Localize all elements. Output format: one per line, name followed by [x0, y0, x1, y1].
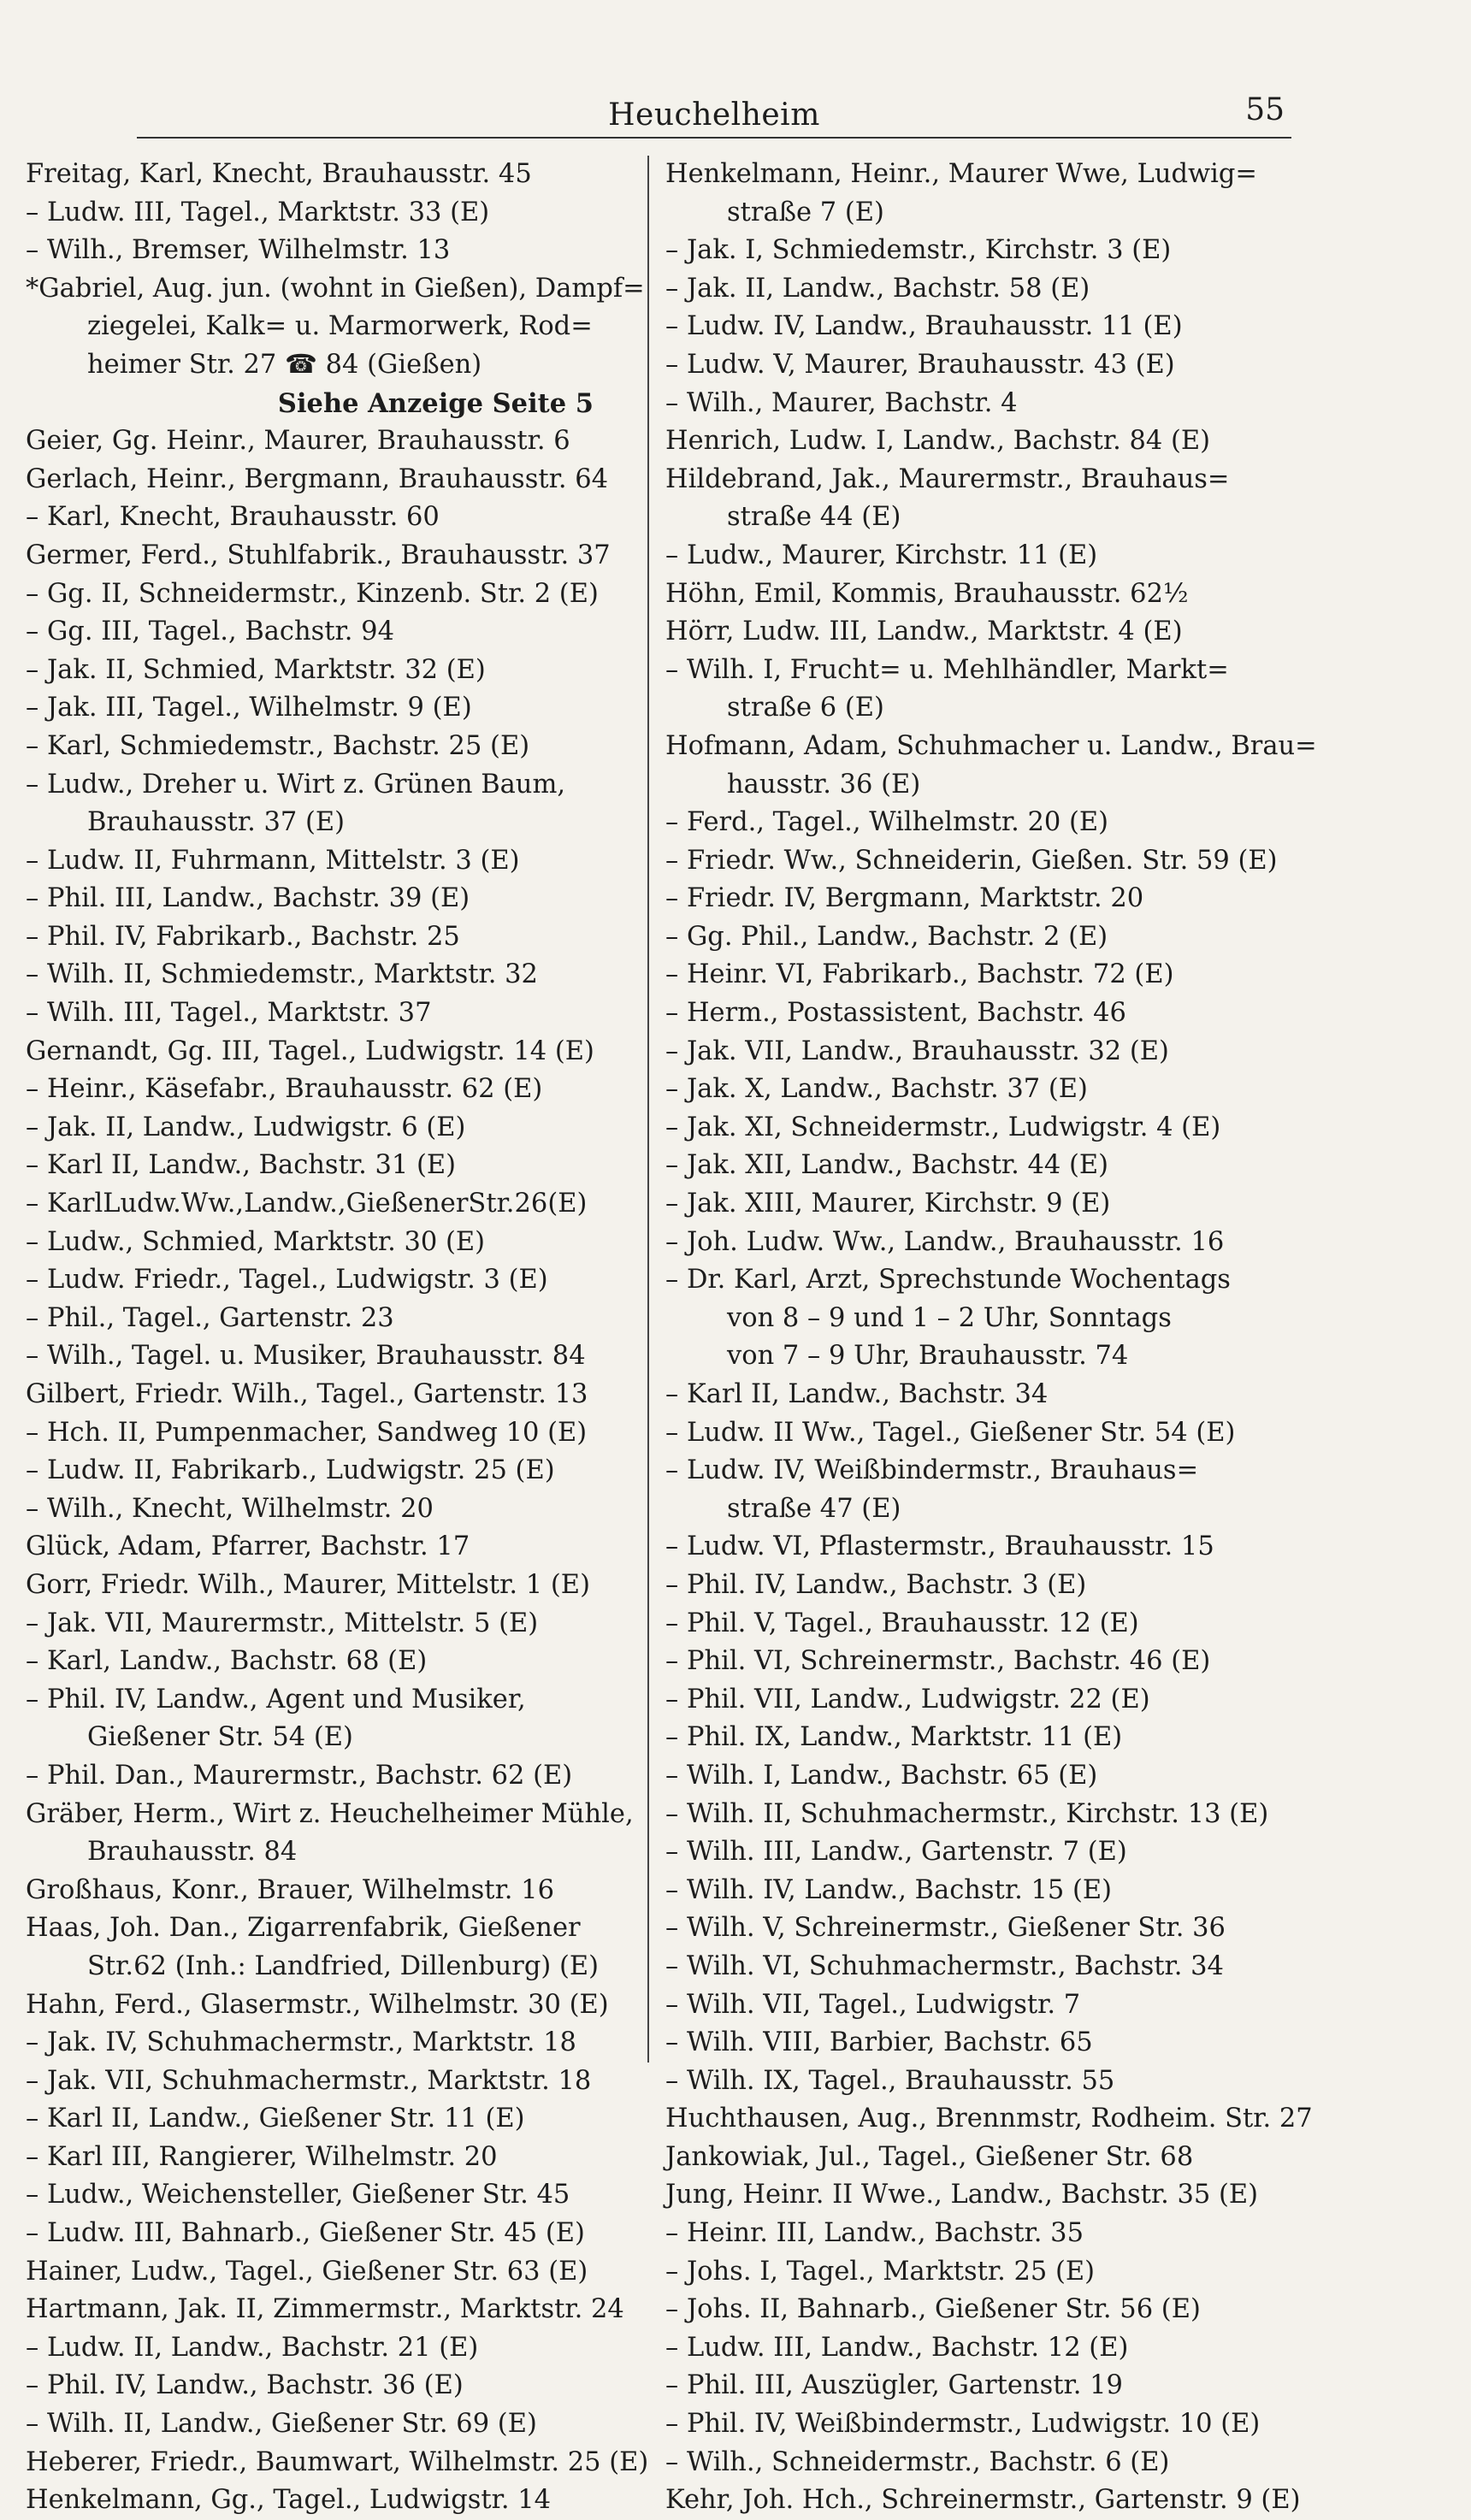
directory-entry: – Wilh., Tagel. u. Musiker, Brauhausstr. 84 — [26, 1341, 586, 1372]
directory-entry: – Gg. II, Schneidermstr., Kinzenb. Str. 2 (E) — [26, 578, 599, 609]
directory-entry: – Wilh. V, Schreinermstr., Gießener Str. 36 — [665, 1913, 1226, 1944]
directory-entry: – Phil. IV, Fabrikarb., Bachstr. 25 — [26, 921, 460, 952]
directory-entry: – Karl II, Landw., Bachstr. 34 — [665, 1379, 1049, 1409]
entry-continuation: straße 44 (E) — [727, 502, 901, 533]
directory-entry: – Karl III, Rangierer, Wilhelmstr. 20 — [26, 2141, 498, 2172]
directory-entry: – Phil. Dan., Maurermstr., Bachstr. 62 (E) — [26, 1760, 573, 1791]
directory-entry: – Ludw. Friedr., Tagel., Ludwigstr. 3 (E) — [26, 1265, 548, 1295]
entry-continuation: von 8 – 9 und 1 – 2 Uhr, Sonntags — [727, 1302, 1172, 1333]
directory-entry: – Wilh. IV, Landw., Bachstr. 15 (E) — [665, 1874, 1113, 1905]
directory-entry: – Wilh. VIII, Barbier, Bachstr. 65 — [665, 2027, 1093, 2058]
directory-entry: – Wilh. IX, Tagel., Brauhausstr. 55 — [665, 2065, 1115, 2096]
entry-continuation: von 7 – 9 Uhr, Brauhausstr. 74 — [727, 1341, 1129, 1372]
directory-entry: – Karl II, Landw., Gießener Str. 11 (E) — [26, 2104, 525, 2134]
directory-entry: – Phil. IV, Weißbindermstr., Ludwigstr. 10 (E) — [665, 2409, 1261, 2440]
directory-entry: – Jak. III, Tagel., Wilhelmstr. 9 (E) — [26, 693, 472, 723]
directory-entry: Hartmann, Jak. II, Zimmermstr., Marktstr. 24 — [26, 2294, 624, 2325]
directory-entry: – Friedr. IV, Bergmann, Marktstr. 20 — [665, 883, 1144, 914]
directory-entry: – Gg. Phil., Landw., Bachstr. 2 (E) — [665, 921, 1108, 952]
entry-continuation: Str.62 (Inh.: Landfried, Dillenburg) (E) — [87, 1950, 600, 1981]
directory-entry: – Wilh., Schneidermstr., Bachstr. 6 (E) — [665, 2446, 1170, 2477]
directory-entry: – Wilh. II, Schmiedemstr., Marktstr. 32 — [26, 959, 538, 990]
directory-entry: – Wilh. III, Tagel., Marktstr. 37 — [26, 998, 432, 1029]
entry-continuation: heimer Str. 27 ☎ 84 (Gießen) — [87, 349, 482, 380]
right-column — [665, 156, 1317, 2520]
directory-entry: – Ludw., Schmied, Marktstr. 30 (E) — [26, 1226, 486, 1257]
directory-entry: – Wilh. II, Landw., Gießener Str. 69 (E) — [26, 2409, 537, 2440]
directory-entry: Henrich, Ludw. I, Landw., Bachstr. 84 (E) — [665, 426, 1211, 457]
directory-entry: Hofmann, Adam, Schuhmacher u. Landw., Brau= — [665, 730, 1317, 761]
directory-entry: – Jak. XIII, Maurer, Kirchstr. 9 (E) — [665, 1189, 1111, 1219]
directory-entry: – Wilh. VII, Tagel., Ludwigstr. 7 — [665, 1989, 1081, 2020]
directory-entry: – Jak. VII, Landw., Brauhausstr. 32 (E) — [665, 1036, 1169, 1066]
directory-entry: – Wilh., Maurer, Bachstr. 4 — [665, 387, 1018, 418]
directory-entry: Jankowiak, Jul., Tagel., Gießener Str. 68 — [665, 2141, 1194, 2172]
directory-entry: Geier, Gg. Heinr., Maurer, Brauhausstr. 6 — [26, 426, 570, 457]
entry-continuation: Brauhausstr. 84 — [87, 1837, 298, 1868]
directory-entry: Henkelmann, Heinr., Maurer Wwe, Ludwig= — [665, 159, 1257, 189]
directory-entry: Haas, Joh. Dan., Zigarrenfabrik, Gießener — [26, 1913, 581, 1944]
entry-continuation: hausstr. 36 (E) — [727, 769, 921, 800]
directory-entry: – Wilh. VI, Schuhmachermstr., Bachstr. 34 — [665, 1950, 1224, 1981]
directory-entry: – Wilh., Bremser, Wilhelmstr. 13 — [26, 235, 451, 266]
directory-entry: – Phil. VII, Landw., Ludwigstr. 22 (E) — [665, 1684, 1150, 1714]
directory-entry: Henkelmann, Gg., Tagel., Ludwigstr. 14 — [26, 2485, 552, 2516]
directory-entry: – Ludw. VI, Pflastermstr., Brauhausstr. 15 — [665, 1531, 1214, 1562]
directory-entry: – Joh. Ludw. Ww., Landw., Brauhausstr. 16 — [665, 1226, 1225, 1257]
directory-entry: Hildebrand, Jak., Maurermstr., Brauhaus= — [665, 463, 1230, 494]
directory-entry: – Phil. IX, Landw., Marktstr. 11 (E) — [665, 1722, 1123, 1753]
directory-entry: – Jak. II, Schmied, Marktstr. 32 (E) — [26, 654, 486, 685]
directory-entry: – Jak. IV, Schuhmachermstr., Marktstr. 18 — [26, 2027, 576, 2058]
page-number: 55 — [1245, 92, 1285, 127]
directory-entry: – Phil. III, Auszügler, Gartenstr. 19 — [665, 2370, 1123, 2401]
directory-entry: – Ludw. II, Landw., Bachstr. 21 (E) — [26, 2332, 479, 2363]
directory-entry: – Johs. I, Tagel., Marktstr. 25 (E) — [665, 2256, 1096, 2287]
directory-entry: – Wilh., Knecht, Wilhelmstr. 20 — [26, 1493, 434, 1524]
entry-continuation: straße 7 (E) — [727, 197, 884, 227]
directory-entry: – Jak. VII, Schuhmachermstr., Marktstr. 18 — [26, 2065, 592, 2096]
directory-entry: Huchthausen, Aug., Brennmstr, Rodheim. Str. 27 — [665, 2104, 1313, 2134]
directory-entry: Hainer, Ludw., Tagel., Gießener Str. 63 (E) — [26, 2256, 588, 2287]
left-column — [26, 156, 649, 2520]
entry-continuation: straße 6 (E) — [727, 693, 884, 723]
directory-entry: – Ludw. III, Bahnarb., Gießener Str. 45 (E) — [26, 2218, 585, 2249]
directory-entry: – Jak. X, Landw., Bachstr. 37 (E) — [665, 1074, 1088, 1105]
directory-entry: – Ludw. V, Maurer, Brauhausstr. 43 (E) — [665, 349, 1175, 380]
directory-entry: – Herm., Postassistent, Bachstr. 46 — [665, 998, 1126, 1029]
directory-entry: Kehr, Joh. Hch., Schreinermstr., Gartenstr. 9 (E) — [665, 2485, 1301, 2516]
directory-entry: Heberer, Friedr., Baumwart, Wilhelmstr. 25 (E) — [26, 2446, 649, 2477]
directory-entry: – Phil. V, Tagel., Brauhausstr. 12 (E) — [665, 1608, 1139, 1638]
directory-entry: – Jak. VII, Maurermstr., Mittelstr. 5 (E) — [26, 1608, 539, 1638]
running-title: Heuchelheim — [608, 97, 820, 133]
directory-entry: – Jak. XI, Schneidermstr., Ludwigstr. 4 (E) — [665, 1112, 1221, 1142]
directory-entry: – Ludw. IV, Landw., Brauhausstr. 11 (E) — [665, 311, 1183, 342]
directory-entry: *Gabriel, Aug. jun. (wohnt in Gießen), Dampf= — [26, 273, 645, 304]
directory-entry: – Phil. VI, Schreinermstr., Bachstr. 46 (E) — [665, 1646, 1211, 1677]
directory-entry: Höhn, Emil, Kommis, Brauhausstr. 62½ — [665, 578, 1189, 609]
directory-entry: – Gg. III, Tagel., Bachstr. 94 — [26, 617, 394, 647]
directory-entry: – Wilh. II, Schuhmachermstr., Kirchstr. 13 (E) — [665, 1798, 1269, 1829]
directory-entry: – KarlLudw.Ww.,Landw.,GießenerStr.26(E) — [26, 1189, 588, 1219]
directory-entry: Großhaus, Konr., Brauer, Wilhelmstr. 16 — [26, 1874, 554, 1905]
directory-entry: – Phil. IV, Landw., Agent und Musiker, — [26, 1684, 526, 1714]
directory-entry: Gilbert, Friedr. Wilh., Tagel., Gartenstr. 13 — [26, 1379, 588, 1409]
directory-entry: – Wilh. I, Frucht= u. Mehlhändler, Markt= — [665, 654, 1229, 685]
entry-continuation: ziegelei, Kalk= u. Marmorwerk, Rod= — [87, 311, 593, 342]
directory-entry: Gräber, Herm., Wirt z. Heuchelheimer Mühle, — [26, 1798, 634, 1829]
directory-entry: Gernandt, Gg. III, Tagel., Ludwigstr. 14 (E) — [26, 1036, 594, 1066]
directory-entry: – Ludw. II Ww., Tagel., Gießener Str. 54 (E) — [665, 1417, 1236, 1448]
directory-entry: Hahn, Ferd., Glasermstr., Wilhelmstr. 30 (E) — [26, 1989, 609, 2020]
entry-continuation: Gießener Str. 54 (E) — [87, 1722, 353, 1753]
directory-entry: – Ludw., Maurer, Kirchstr. 11 (E) — [665, 540, 1098, 570]
directory-entry: Germer, Ferd., Stuhlfabrik., Brauhausstr. 37 — [26, 540, 611, 570]
entry-continuation: straße 47 (E) — [727, 1493, 901, 1524]
directory-entry: – Phil. III, Landw., Bachstr. 39 (E) — [26, 883, 470, 914]
directory-entry: – Karl, Schmiedemstr., Bachstr. 25 (E) — [26, 730, 530, 761]
directory-entry: – Jak. I, Schmiedemstr., Kirchstr. 3 (E) — [665, 235, 1172, 266]
header-rule — [137, 137, 1291, 139]
directory-entry: – Phil. IV, Landw., Bachstr. 36 (E) — [26, 2370, 464, 2401]
directory-entry: – Johs. II, Bahnarb., Gießener Str. 56 (E) — [665, 2294, 1201, 2325]
directory-entry: – Heinr. III, Landw., Bachstr. 35 — [665, 2218, 1084, 2249]
directory-entry: – Wilh. I, Landw., Bachstr. 65 (E) — [665, 1760, 1098, 1791]
directory-entry: – Karl II, Landw., Bachstr. 31 (E) — [26, 1150, 457, 1181]
directory-entry: – Ludw. III, Tagel., Marktstr. 33 (E) — [26, 197, 490, 227]
directory-entry: – Phil., Tagel., Gartenstr. 23 — [26, 1302, 394, 1333]
directory-entry: – Ferd., Tagel., Wilhelmstr. 20 (E) — [665, 807, 1109, 838]
page-header — [137, 92, 1291, 140]
directory-entry: – Ludw. II, Fuhrmann, Mittelstr. 3 (E) — [26, 845, 520, 876]
directory-entry: Freitag, Karl, Knecht, Brauhausstr. 45 — [26, 159, 532, 189]
directory-entry: Hörr, Ludw. III, Landw., Marktstr. 4 (E) — [665, 617, 1183, 647]
directory-entry: – Karl, Knecht, Brauhausstr. 60 — [26, 502, 440, 533]
directory-entry: – Ludw., Weichensteller, Gießener Str. 45 — [26, 2180, 570, 2210]
directory-entry: – Jak. XII, Landw., Bachstr. 44 (E) — [665, 1150, 1109, 1181]
directory-entry: Glück, Adam, Pfarrer, Bachstr. 17 — [26, 1531, 470, 1562]
directory-entry: – Ludw. IV, Weißbindermstr., Brauhaus= — [665, 1455, 1199, 1486]
directory-entry: – Ludw. II, Fabrikarb., Ludwigstr. 25 (E) — [26, 1455, 555, 1486]
directory-entry: – Ludw., Dreher u. Wirt z. Grünen Baum, — [26, 769, 566, 800]
entry-continuation: Brauhausstr. 37 (E) — [87, 807, 346, 838]
directory-entry: – Dr. Karl, Arzt, Sprechstunde Wochentags — [665, 1265, 1231, 1295]
directory-entry: – Jak. II, Landw., Ludwigstr. 6 (E) — [26, 1112, 466, 1142]
directory-entry: – Wilh. III, Landw., Gartenstr. 7 (E) — [665, 1837, 1127, 1868]
column-divider — [647, 156, 649, 2063]
directory-entry: – Hch. II, Pumpenmacher, Sandweg 10 (E) — [26, 1417, 588, 1448]
directory-entry: Jung, Heinr. II Wwe., Landw., Bachstr. 35 (E) — [665, 2180, 1259, 2210]
directory-entry: – Phil. IV, Landw., Bachstr. 3 (E) — [665, 1569, 1087, 1600]
directory-entry: – Karl, Landw., Bachstr. 68 (E) — [26, 1646, 428, 1677]
directory-entry: Gerlach, Heinr., Bergmann, Brauhausstr. 64 — [26, 463, 609, 494]
directory-entry: Gorr, Friedr. Wilh., Maurer, Mittelstr. 1 (E) — [26, 1569, 590, 1600]
directory-entry: – Jak. II, Landw., Bachstr. 58 (E) — [665, 273, 1090, 304]
directory-entry: – Heinr., Käsefabr., Brauhausstr. 62 (E) — [26, 1074, 543, 1105]
directory-entry: – Friedr. Ww., Schneiderin, Gießen. Str. 59 (E) — [665, 845, 1278, 876]
advertisement-note: Siehe Anzeige Seite 5 — [277, 387, 594, 419]
directory-entry: – Ludw. III, Landw., Bachstr. 12 (E) — [665, 2332, 1129, 2363]
directory-entry: – Heinr. VI, Fabrikarb., Bachstr. 72 (E) — [665, 959, 1174, 990]
